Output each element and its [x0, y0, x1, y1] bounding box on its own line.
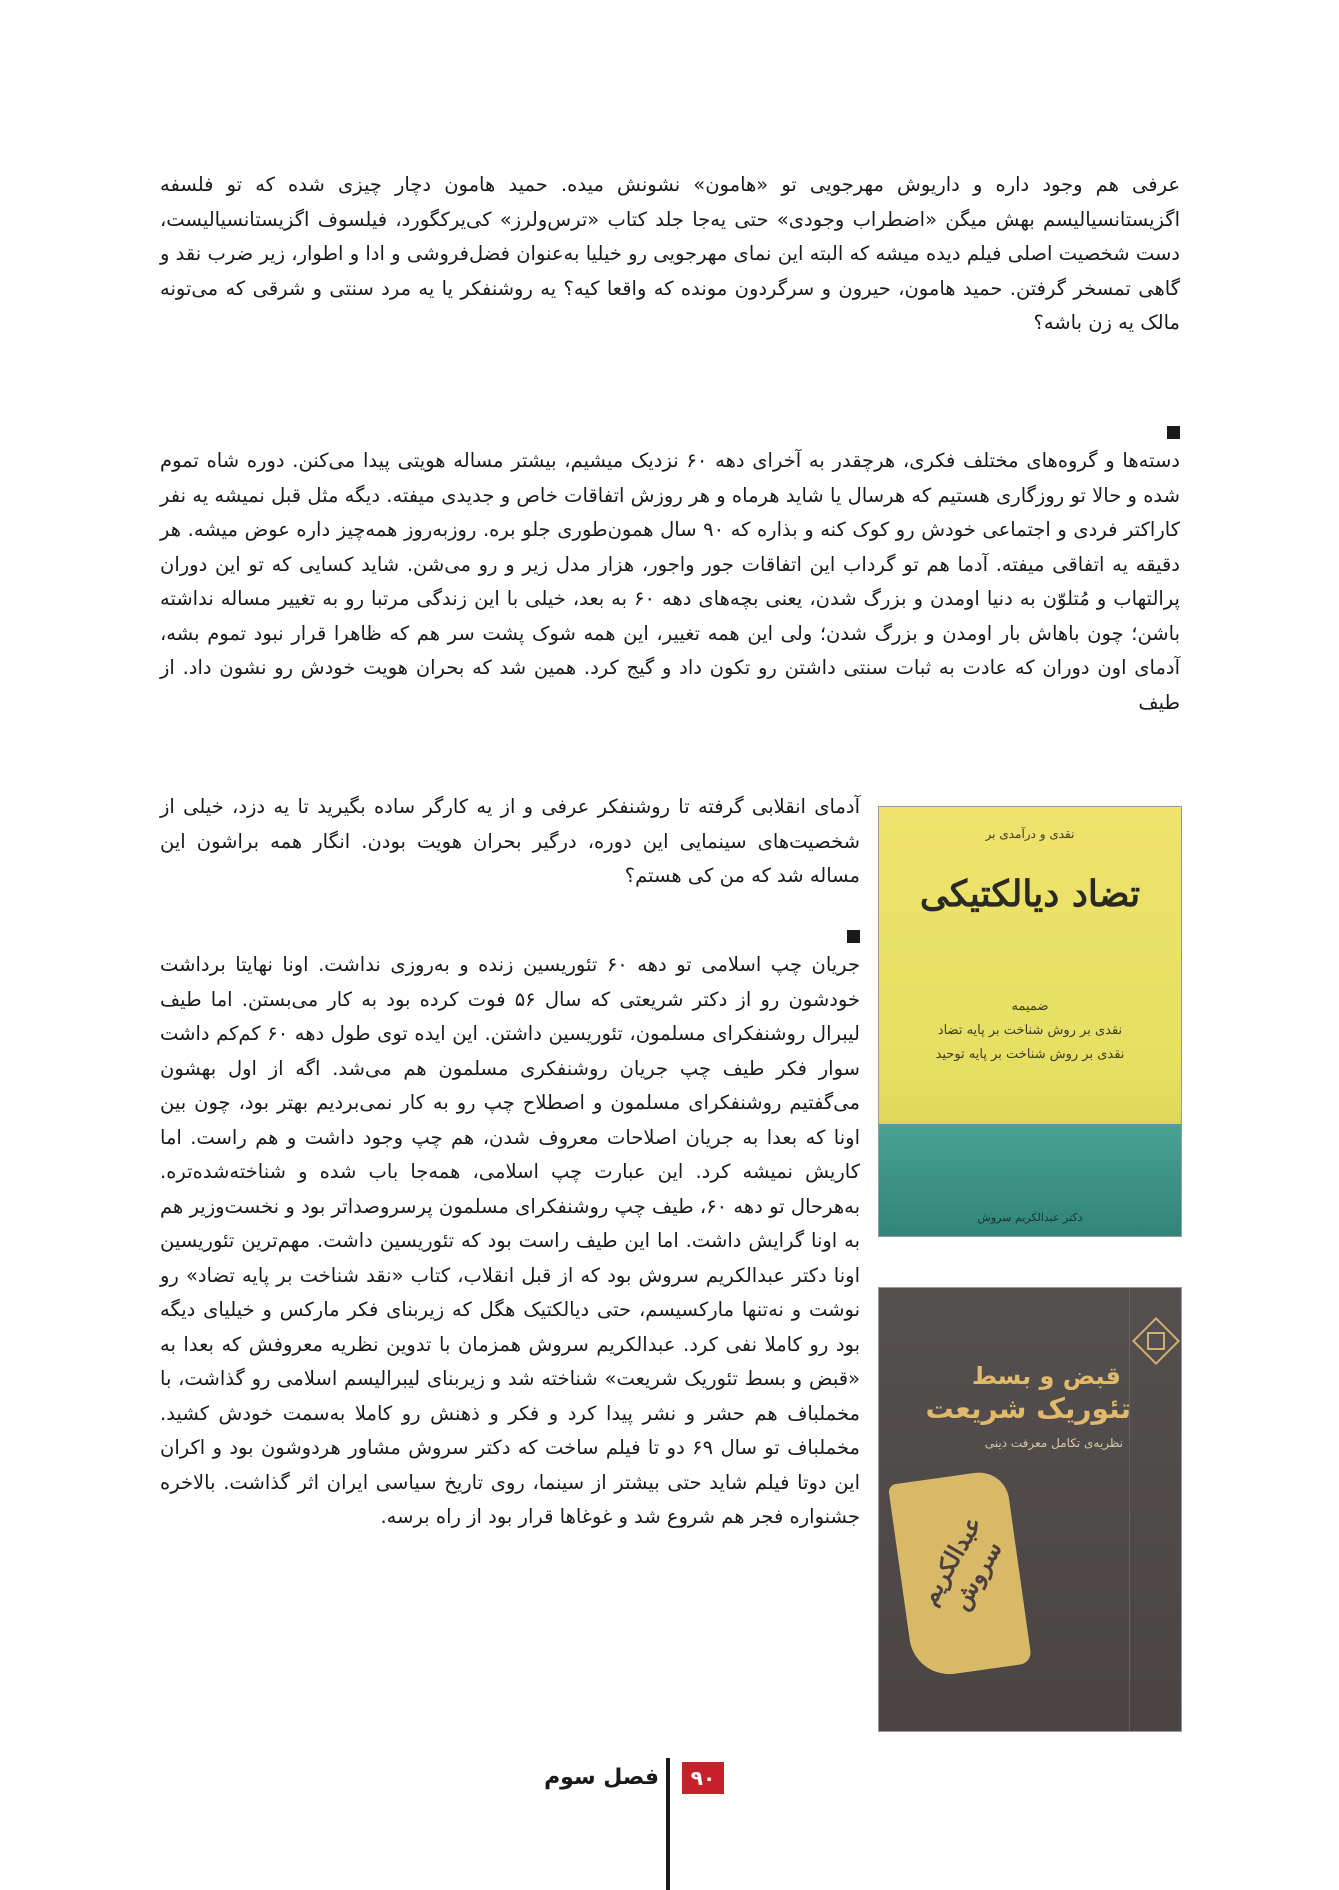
book1-author: دکتر عبدالکریم سروش: [977, 1211, 1083, 1224]
paragraph-2: دسته‌ها و گروه‌های مختلف فکری، هرچقدر به آخرای دهه ۶۰ نزدیک میشیم، بیشتر مساله هویتی پیدا می‌کنن. دوره شاه تموم شده و حالا تو روزگاری هستیم که هرسال یا شاید هرماه و هر روزش اتفاقات خاص و جدیدی میفته. دیگه مثل قبل نمیشه یه نفر کاراکتر فردی و اجتماعی خودش رو کوک کنه و بذاره که ۹۰ سال همون‌طوری جلو بره. روزبه‌روز همه‌چیز داره عوض میشه. هر دقیقه یه اتفاقی میفته. آدما هم تو گرداب این اتفاقات جور واجور، هزار مدل زیر و رو می‌شن. شاید کسایی که تو این دوران پرالتهاب و مُتلوّن به دنیا اومدن و بزرگ شدن، یعنی بچه‌های دهه ۶۰ به بعد، خیلی با این زندگی مرتبا رو به تغییر مساله نداشته باشن؛ چون باهاش بار اومدن و بزرگ شدن؛ ولی این همه تغییر، این همه شوک پشت سر هم که ظاهرا قرار نبود تموم بشه، آدمای اون دوران که عادت به ثبات سنتی داشتن رو تکون داد و گیج کرد. همین شد که بحران هویت خودش رو نشون داد. از طیف: [160, 449, 1180, 714]
book2-title-line-2: تئوریک شریعت: [925, 1392, 1131, 1425]
book1-top-text: نقدی و درآمدی بر: [985, 827, 1075, 841]
footer-vertical-rule: [666, 1758, 670, 1890]
book-cover-qabz-o-bast: [878, 1287, 1182, 1732]
book2-subtitle: نظریه‌ی تکامل معرفت دینی: [984, 1436, 1123, 1450]
paragraph-1: عرفی هم وجود داره و داریوش مهرجویی تو «هامون» نشونش میده. حمید هامون دچار چیزی شده که تو فلسفه اگزیستانسیالیسم بهش میگن «اضطراب وجودی» حتی یه‌جا جلد کتاب «ترس‌ولرز» کی‌یرکگورد، فیلسوف اگزیستانسیالیست، دست شخصیت اصلی فیلم دیده میشه که البته این نمای مهرجویی رو خیلیا به‌عنوان فضل‌فروشی و ادا و اطوار، زیر ضرب نقد و گاهی تمسخر گرفتن. حمید هامون، حیرون و سرگردون مونده که واقعا کیه؟ یه روشنفکر یا یه مرد سنتی و شرقی که می‌تونه مالک یه زن باشه؟: [160, 173, 1180, 334]
book1-sub-label: ضمیمه: [1011, 999, 1049, 1014]
book-cover-dialectic: [878, 806, 1182, 1237]
page-number-badge: ۹۰: [682, 1762, 724, 1794]
book1-sub-line-2: نقدی بر روش شناخت بر پایه توحید: [935, 1047, 1125, 1062]
section-marker-1: [1167, 426, 1180, 439]
section-marker-2: [847, 930, 860, 943]
book1-title: تضاد دیالکتیکی: [919, 873, 1141, 915]
paragraph-2-continued: آدمای انقلابی گرفته تا روشنفکر عرفی و از یه کارگر ساده بگیرید تا یه دزد، خیلی از شخصیت‌های سینمایی این دوره، درگیر بحران هویت بودن. انگار همه براشون این مساله شد که من کی هستم؟: [160, 795, 860, 887]
book2-author: عبدالکریم سروش: [913, 1510, 1008, 1615]
book1-teal-band: [879, 1124, 1181, 1236]
book2-emblem-inner-icon: [1147, 1332, 1165, 1350]
book2-spine-line: [1129, 1288, 1130, 1731]
book1-sub-line-1: نقدی بر روش شناخت بر پایه تضاد: [937, 1023, 1123, 1038]
book2-title-line-1: قبض و بسط: [971, 1362, 1121, 1390]
paragraph-3: جریان چپ اسلامی تو دهه ۶۰ تئوریسین زنده و به‌روزی نداشت. اونا نهایتا برداشت خودشون رو از دکتر شریعتی که سال ۵۶ فوت کرده بود به کار می‌بستن. اما طیف لیبرال روشنفکرای مسلمون، تئوریسین داشتن. این ایده توی طول دهه ۶۰ کم‌کم داشت سوار فکر طیف چپ جریان روشنفکری مسلمون هم می‌شد. اگه از اول بهشون می‌گفتیم روشنفکرای مسلمون و اصطلاح چپ رو به کار نمی‌بردیم بهتر بود، چون بین اونا که بعدا به جریان اصلاحات معروف شدن، هم چپ وجود داشت و هم راست. اما کاریش نمیشه کرد. این عبارت چپ اسلامی، همه‌جا باب شده و شناخته‌شده‌تره. به‌هرحال تو دهه ۶۰، طیف چپ روشنفکرای مسلمون پرسروصداتر بود و نخست‌وزیر هم به اونا گرایش داشت. اما این طیف راست بود که تئوریسین داشت. مهم‌ترین تئوریسین اونا دکتر عبدالکریم سروش بود که از قبل انقلاب، کتاب «نقد شناخت بر پایه تضاد» رو نوشت و نه‌تنها مارکسیسم، حتی دیالکتیک هگل که زیربنای فکر مارکس و خیلیای دیگه بود رو کاملا نفی کرد. عبدالکریم سروش همزمان با تدوین نظریه معروفش که بعدا به «قبض و بسط تئوریک شریعت» شناخته شد و زیربنای لیبرالیسم اسلامی رو گذاشت، با مخملباف هم حشر و نشر پیدا کرد و فکر و ذهنش رو کاملا به‌سمت خودش کشید. مخملباف تو سال ۶۹ دو تا فیلم ساخت که دکتر سروش مشاور هردوشون بود و اکران این دوتا فیلم شاید حتی بیشتر از سینما، روی تاریخ سیاسی ایران اثر گذاشت. بالاخره جشنواره فجر هم شروع شد و غوغاها قرار بود از راه برسه.: [160, 953, 861, 1528]
chapter-title: فصل سوم: [544, 1765, 659, 1790]
